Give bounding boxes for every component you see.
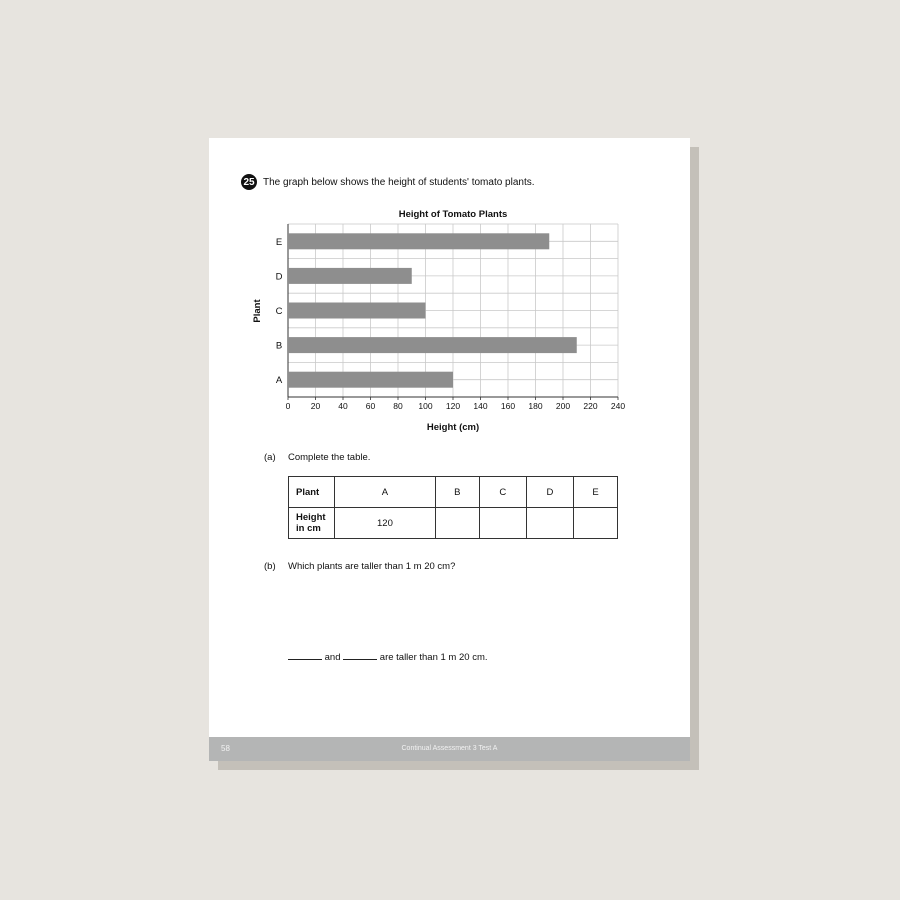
question-number-badge: 25	[241, 174, 257, 190]
x-tick-label: 20	[310, 401, 321, 411]
x-tick-label: 100	[418, 401, 433, 411]
part-a-label: (a)	[264, 452, 276, 463]
bar-plant-c	[288, 303, 426, 319]
table-cell-height[interactable]: 120	[335, 508, 436, 539]
table-header-plant: Plant	[289, 477, 335, 508]
part-b-prompt	[264, 561, 455, 572]
answer-blank-1[interactable]	[288, 650, 322, 660]
x-tick-label: 60	[365, 401, 376, 411]
table-cell-plant: E	[574, 477, 618, 508]
page-number: 58	[221, 744, 230, 753]
x-tick-label: 240	[610, 401, 626, 411]
x-tick-label: 160	[500, 401, 516, 411]
table-cell-plant: A	[335, 477, 436, 508]
chart-title: Height of Tomato Plants	[398, 209, 508, 220]
table-header-height-line1: Height	[296, 512, 326, 523]
table-cell-height[interactable]	[526, 508, 573, 539]
x-axis-label: Height (cm)	[426, 422, 480, 433]
x-tick-label: 0	[285, 401, 291, 411]
x-tick-label: 120	[445, 401, 461, 411]
part-b-label: (b)	[264, 561, 276, 572]
table-row-height	[289, 508, 618, 539]
part-a-prompt	[264, 452, 370, 463]
table-header-height-line2: in cm	[296, 523, 321, 534]
bar-plant-a	[288, 372, 453, 388]
y-tick-label: D	[275, 271, 283, 283]
bar-plant-b	[288, 337, 577, 353]
answer-table	[288, 476, 618, 539]
x-tick-label: 200	[555, 401, 571, 411]
x-tick-label: 80	[393, 401, 403, 411]
bar-plant-e	[288, 233, 549, 249]
bar-plant-d	[288, 268, 412, 284]
part-b-answer-line	[288, 650, 488, 663]
table-cell-plant: B	[435, 477, 479, 508]
y-tick-label: C	[275, 306, 283, 317]
y-tick-label: A	[275, 375, 283, 387]
table-cell-plant: C	[479, 477, 526, 508]
y-axis-label: Plant	[252, 299, 263, 323]
table-cell-height[interactable]	[479, 508, 526, 539]
x-tick-label: 220	[583, 401, 598, 411]
bar-chart	[209, 138, 690, 458]
x-tick-label: 140	[473, 401, 488, 411]
answer-suffix-text: are taller than 1 m 20 cm.	[379, 652, 488, 663]
x-tick-label: 40	[338, 401, 348, 411]
y-tick-label: E	[275, 236, 283, 248]
page-footer	[209, 737, 690, 761]
y-tick-label: B	[275, 340, 283, 352]
question-text: The graph below shows the height of students' tomato plants.	[263, 176, 535, 188]
table-cell-height[interactable]	[435, 508, 479, 539]
part-b-text: Which plants are taller than 1 m 20 cm?	[288, 561, 456, 572]
table-header-height	[289, 508, 335, 539]
x-tick-label: 180	[528, 401, 543, 411]
answer-blank-2[interactable]	[343, 650, 377, 660]
table-cell-plant: D	[526, 477, 573, 508]
part-a-text: Complete the table.	[288, 452, 371, 463]
table-cell-height[interactable]	[574, 508, 618, 539]
table-row-plant	[289, 477, 618, 508]
footer-title: Continual Assessment 3 Test A	[401, 745, 498, 752]
answer-and-text: and	[324, 652, 341, 663]
worksheet-page	[209, 138, 690, 761]
